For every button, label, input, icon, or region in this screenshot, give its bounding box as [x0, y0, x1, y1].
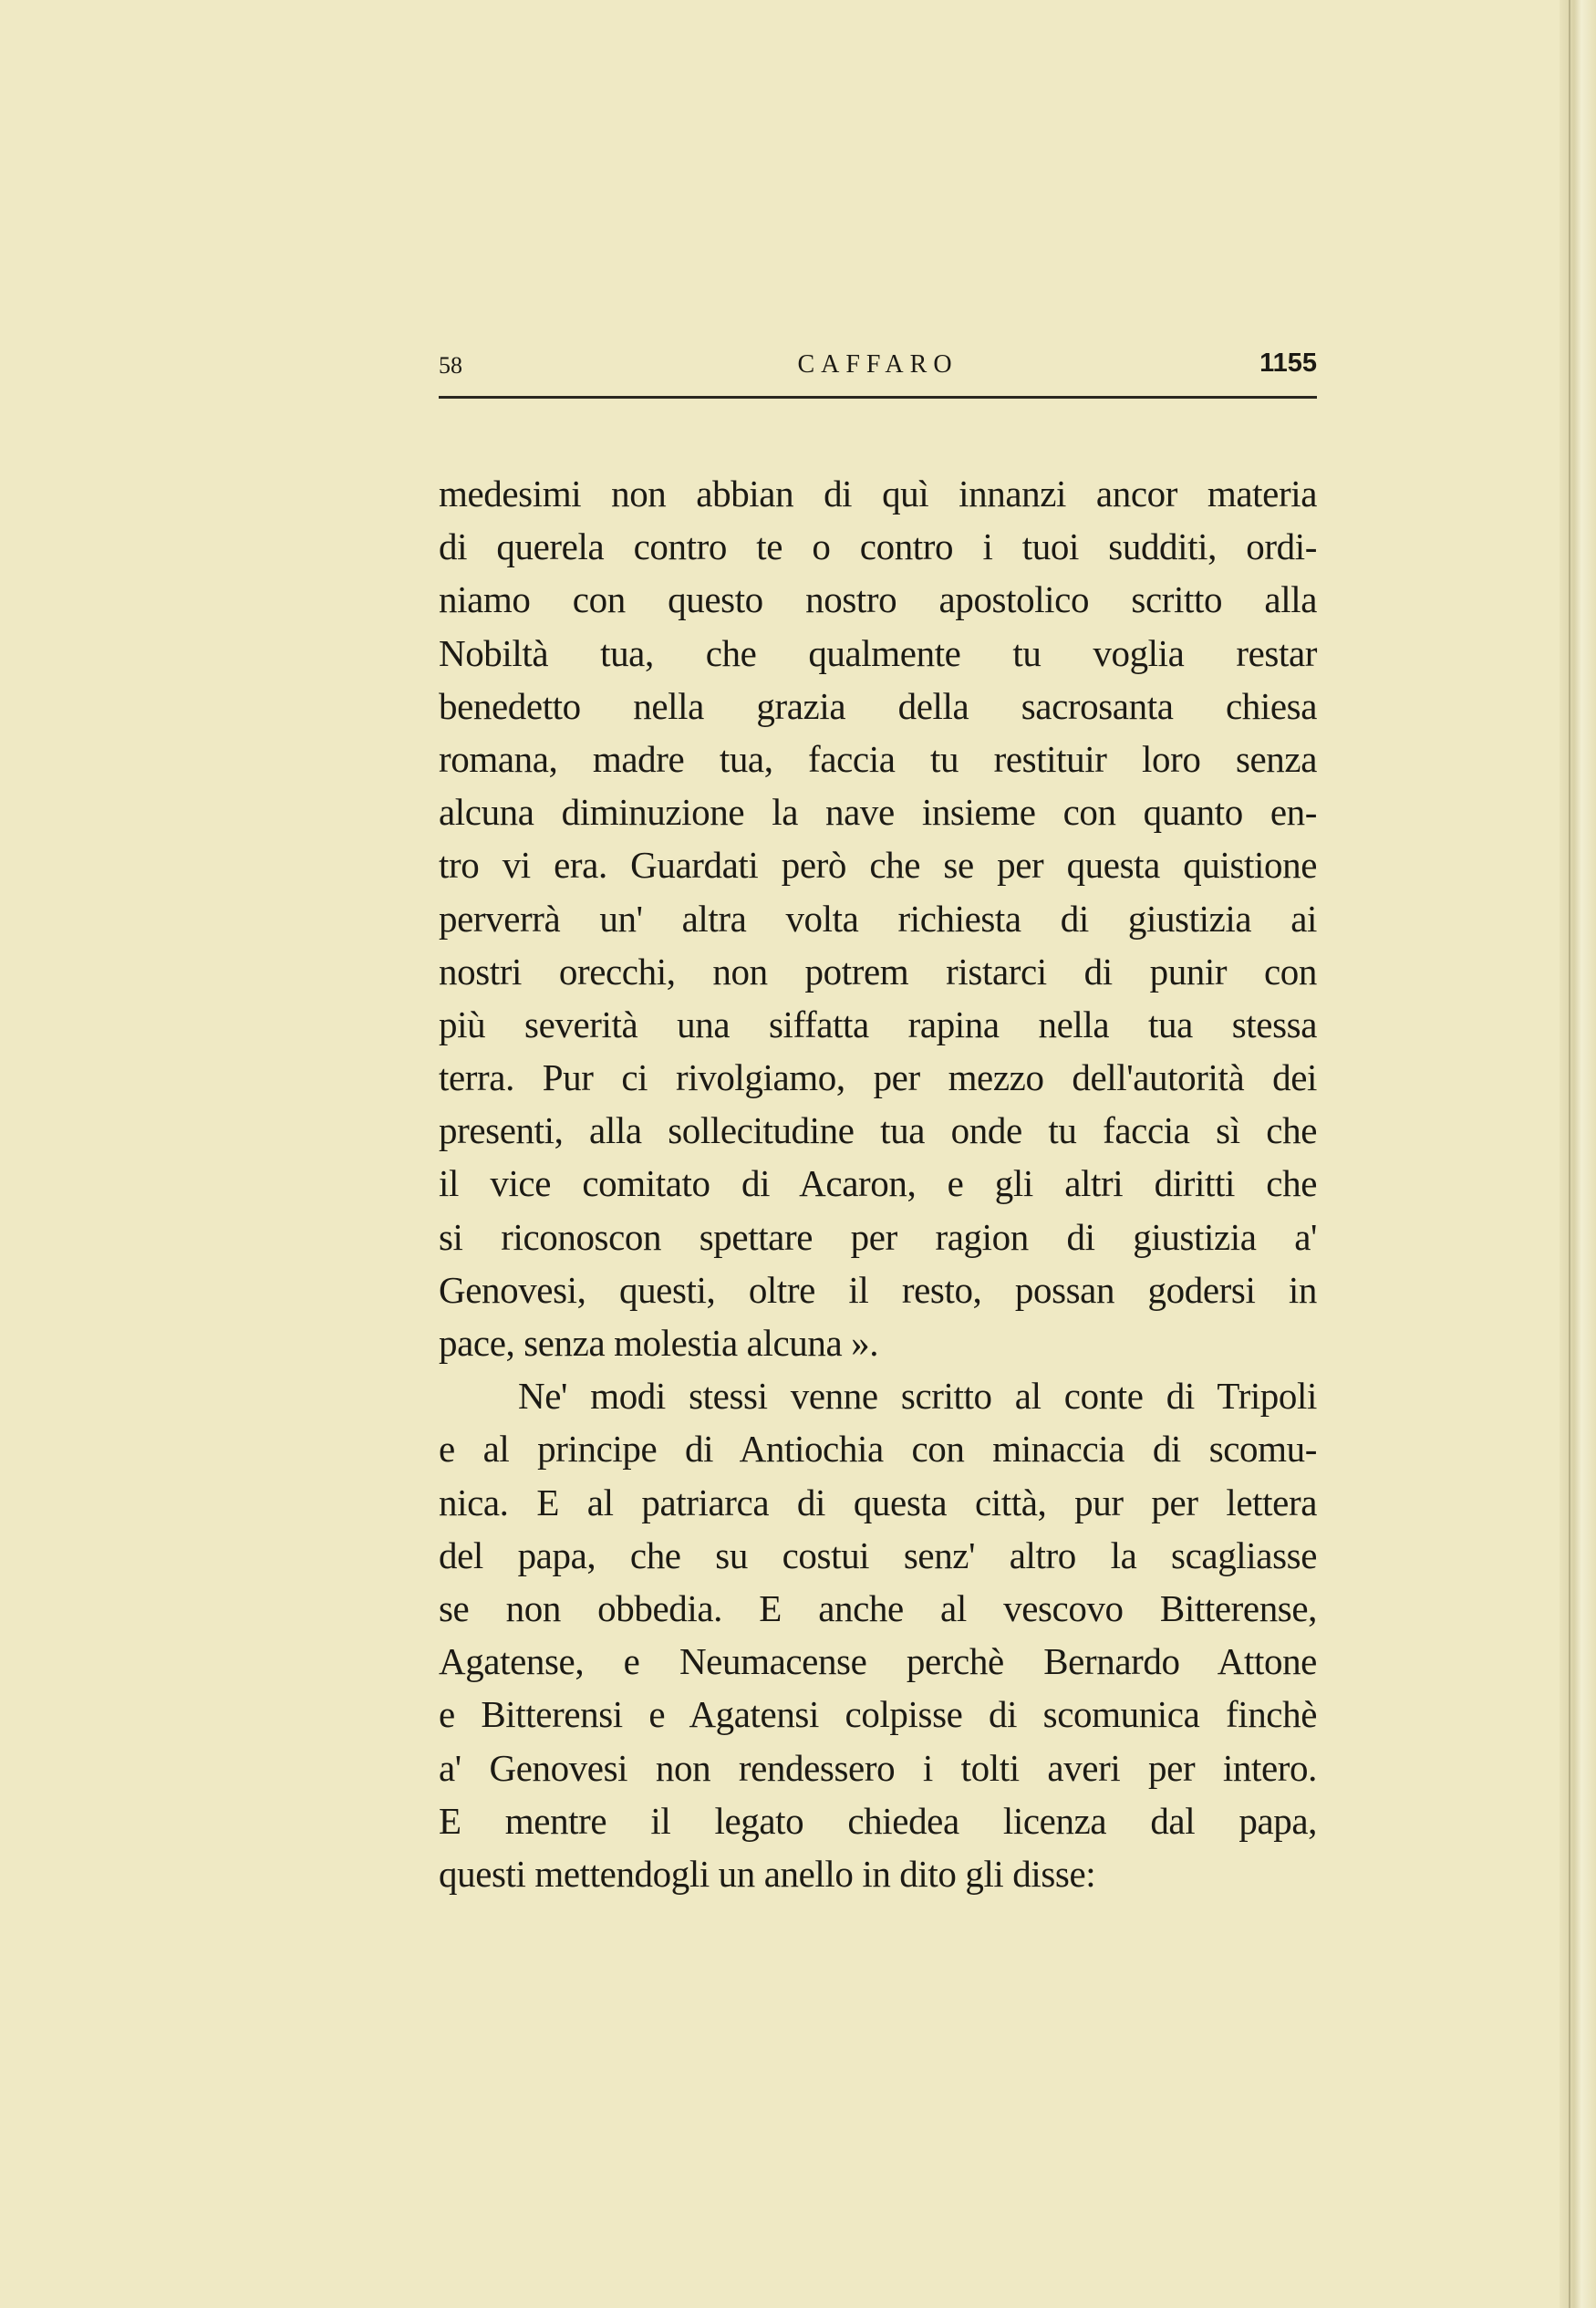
text-line: tro vi era. Guardati però che se per questa quistione [439, 844, 1317, 887]
text-line: si riconoscon spettare per ragion di giustizia a' [439, 1215, 1317, 1258]
text-line: Genovesi, questi, oltre il resto, possan godersi in [439, 1268, 1317, 1311]
text-line: di querela contro te o contro i tuoi sudditi, ordi- [439, 525, 1317, 568]
text-line: nostri orecchi, non potrem ristarci di punir con [439, 950, 1317, 993]
year-marker: 1155 [1259, 348, 1317, 378]
text-line: Ne' modi stessi venne scritto al conte di Tripoli [518, 1375, 1317, 1418]
text-line: a' Genovesi non rendessero i tolti averi per intero. [439, 1746, 1317, 1789]
text-line: nica. E al patriarca di questa città, pur per lettera [439, 1481, 1317, 1523]
text-line: e Bitterensi e Agatensi colpisse di scomunica finchè [439, 1693, 1317, 1736]
body-text [439, 467, 1317, 1900]
text-line: romana, madre tua, faccia tu restituir loro senza [439, 737, 1317, 780]
text-line: benedetto nella grazia della sacrosanta chiesa [439, 684, 1317, 727]
text-line: alcuna diminuzione la nave insieme con quanto en- [439, 791, 1317, 834]
text-line: perverrà un' altra volta richiesta di giustizia ai [439, 897, 1317, 940]
text-line: del papa, che su costui senz' altro la scagliasse [439, 1533, 1317, 1576]
page-edge-shadow [1569, 0, 1570, 2308]
text-line: più severità una siffatta rapina nella tua stessa [439, 1003, 1317, 1045]
text-line: medesimi non abbian di quì innanzi ancor materia [439, 473, 1317, 515]
text-line: e al principe di Antiochia con minaccia di scomu- [439, 1428, 1317, 1471]
page-edge [1560, 0, 1596, 2308]
text-line: terra. Pur ci rivolgiamo, per mezzo dell'autorità dei [439, 1056, 1317, 1099]
page-number: 58 [439, 352, 462, 379]
text-line: se non obbedia. E anche al vescovo Bitterense, [439, 1586, 1317, 1629]
text-line: Agatense, e Neumacense perchè Bernardo Attone [439, 1640, 1317, 1683]
text-line: questi mettendogli un anello in dito gli disse: [439, 1852, 1096, 1895]
text-line: Nobiltà tua, che qualmente tu voglia restar [439, 631, 1317, 674]
text-line: presenti, alla sollecitudine tua onde tu faccia sì che [439, 1109, 1317, 1152]
text-line: pace, senza molestia alcuna ». [439, 1322, 879, 1364]
text-line: niamo con questo nostro apostolico scritto alla [439, 578, 1317, 621]
running-header [439, 348, 1317, 385]
text-line: E mentre il legato chiedea licenza dal papa, [439, 1799, 1317, 1842]
header-rule [439, 396, 1317, 399]
running-title: CAFFARO [797, 350, 959, 379]
text-line: il vice comitato di Acaron, e gli altri diritti che [439, 1162, 1317, 1205]
